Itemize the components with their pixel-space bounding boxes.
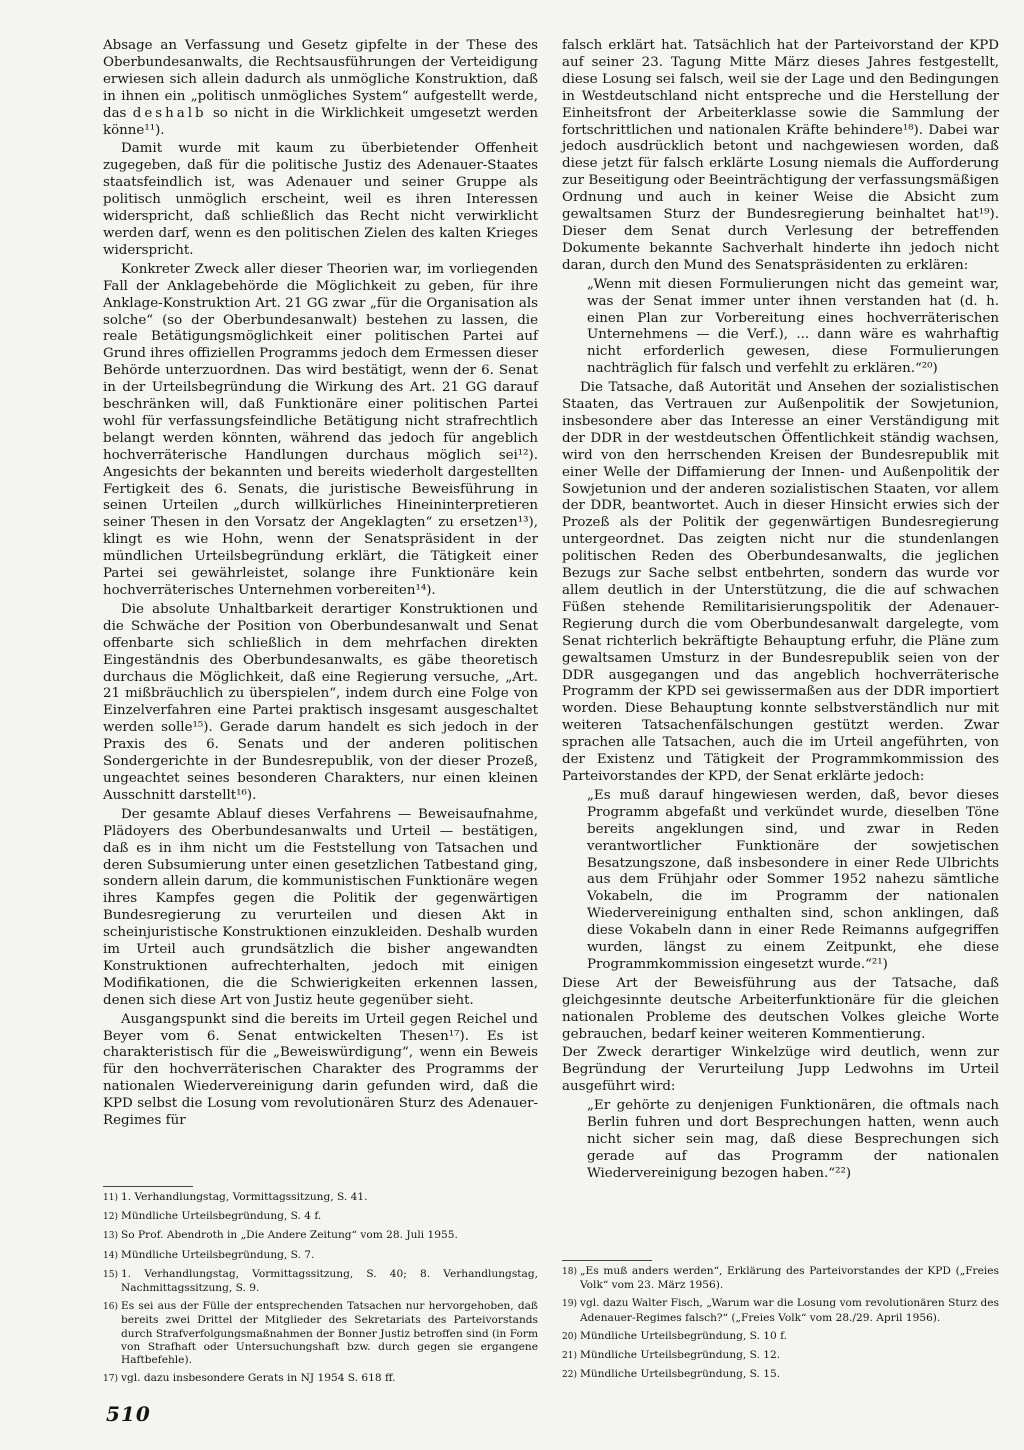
footnote [103, 1249, 538, 1263]
footnote-text: Mündliche Urteilsbegründung, S. 10 f. [580, 1329, 788, 1342]
footnote-text: 1. Verhandlungstag, Vormittagssitzung, S. 40; 8. Verhandlungstag, Nachmittagssitzung, S. 9. [121, 1267, 538, 1295]
left-footnotes [103, 1186, 538, 1391]
footnote-text: Mündliche Urteilsbegründung, S. 15. [580, 1368, 781, 1381]
left-paragraph-1 [103, 38, 538, 139]
footnote-text: „Es muß anders werden“, Erklärung des Parteivorstandes der KPD („Freies Volk“ vom 23. März 1956). [580, 1265, 999, 1292]
footnote-divider [103, 1186, 193, 1187]
footnote-number: 14) [103, 1250, 118, 1261]
spaced-word: deshalb [132, 105, 207, 121]
right-footnotes [562, 1260, 999, 1387]
footnote-number: 11) [103, 1193, 118, 1203]
left-paragraph-5: Der gesamte Ablauf dieses Verfahrens — Beweisaufnahme, Plädoyers des Oberbundesanwalts und Urteil — bestätigen, daß es in ihm nicht um die Feststellung von Tatsachen und deren Subsumierung unter einen gesetzlichen Tatbestand ging, sondern allein darum, die kommunistischen Funktionäre wegen ihres Kampfes gegen die Politik der gegenwärtigen Bundesregierung zu verurteilen und diesen Akt in scheinjuristische Konstruktionen einzukleiden. Deshalb wurden im Urteil auch grundsätzlich die bisher angewandten Konstruktionen aufrechterhalten, jedoch mit einigen Modifikationen, die die Schwierigkeiten erkennen lassen, denen sich diese Art von Justiz heute gegenüber sieht. [103, 806, 538, 1008]
footnote-text: 1. Verhandlungstag, Vormittagssitzung, S. 41. [121, 1191, 368, 1203]
footnote [103, 1268, 538, 1295]
footnote-number: 22) [562, 1370, 577, 1381]
right-paragraph-3: Diese Art der Beweisführung aus der Tatsache, daß gleichgesinnte deutsche Arbeiterfunktionäre für die gleichen nationalen Probleme des deutschen Volkes gleiche Worte gebrauchen, bedarf keiner weiteren Kommentierung. [562, 975, 999, 1042]
footnote [562, 1265, 999, 1292]
footnote [103, 1229, 538, 1243]
quote-block-1: „Wenn mit diesen Formulierungen nicht das gemeint war, was der Senat immer unter ihnen verstanden hat (d. h. einen Plan zur Vorbereitung eines hochverräterischen Unternehmens — die Verf.), ... dann wäre es wahrhaftig nicht erforderlich gewesen, diese Formulierungen nachträglich für falsch und verfehlt zu erklären.“²⁰) [587, 276, 999, 377]
footnote [103, 1372, 538, 1386]
text-segment: so nicht in die Wirklichkeit umgesetzt werden könne¹¹). [103, 105, 538, 138]
footnote-number: 15) [103, 1269, 118, 1280]
right-paragraph-1: falsch erklärt hat. Tatsächlich hat der Parteivorstand der KPD auf seiner 23. Tagung Mitte März dieses Jahres festgestellt, diese Losung sei falsch, weil sie der Lage und den Bedingungen in Westdeutschland nicht entspreche und die Herstellung der Einheitsfront der Arbeiterklasse sowie die Sammlung der fortschrittlichen und nationalen Kräfte behindere¹⁸). Dabei war jedoch ausdrücklich betont und nachgewiesen worden, daß diese jetzt für falsch erklärte Losung niemals die Aufforderung zur Beseitigung oder Beeinträchtigung der verfassungsmäßigen Ordnung und auch in keiner Weise die Absicht zum gewaltsamen Sturz der Bundesregierung beinhaltet hat¹⁹). Dieser dem Senat durch Verlesung der betreffenden Dokumente bekannte Sachverhalt hinderte ihn jedoch nicht daran, durch den Mund des Senatspräsidenten zu erklären: [562, 38, 999, 273]
footnote-text: Mündliche Urteilsbegründung, S. 12. [580, 1349, 781, 1362]
footnote [562, 1349, 999, 1363]
footnote-number: 18) [562, 1267, 577, 1277]
footnote-number: 12) [103, 1212, 118, 1223]
footnote-text: Es sei aus der Fülle der entsprechenden Tatsachen nur hervorgehoben, daß bereits zwei Drittel der Mitglieder des Sekretariats des Parteivorstands durch Strafverfolgungsmaßnahmen der Bonner Justiz betroffen sind (in Form von Strafhaft oder Untersuchungshaft bzw. durch gegen sie ergangene Haftbefehle). [121, 1300, 538, 1367]
footnote-text: Mündliche Urteilsbegründung, S. 4 f. [121, 1210, 322, 1223]
footnote-number: 20) [562, 1331, 577, 1342]
page-number: 510 [106, 1402, 151, 1426]
right-column [562, 38, 999, 1381]
quote-block-3: „Er gehörte zu denjenigen Funktionären, die oftmals nach Berlin fuhren und dort Besprechungen hatten, wenn auch nicht sicher sein mag, daß diese Besprechungen sich gerade auf das Programm der nationalen Wiedervereinigung bezogen haben.“²²) [587, 1098, 999, 1181]
left-column [103, 38, 538, 1385]
left-paragraph-6: Ausgangspunkt sind die bereits im Urteil gegen Reichel und Beyer vom 6. Senat entwickelten Thesen¹⁷). Es ist charakteristisch für die „Beweiswürdigung“, wenn ein Beweis für den hochverräterischen Charakter des Programms der nationalen Wiedervereinigung darin gefunden wird, daß die KPD selbst die Losung vom revolutionären Sturz des Adenauer-Regimes für [103, 1011, 538, 1129]
left-paragraph-3: Konkreter Zweck aller dieser Theorien war, im vorliegenden Fall der Anklagebehörde die Möglichkeit zu geben, für ihre Anklage-Konstruktion Art. 21 GG zwar „für die Organisation als solche“ (so der Oberbundesanwalt) bestehen zu lassen, die reale Betätigungsmöglichkeit einer politischen Partei auf Grund ihres offiziellen Programms jedoch dem Ermessen dieser Behörde unterzuordnen. Das wird bestätigt, wenn der 6. Senat in der Urteilsbegründung die Wirkung des Art. 21 GG darauf beschränken will, daß Funktionäre einer politischen Partei wohl für verfassungsfeindliche Betätigung nicht strafrechtlich belangt werden könnten, während das jedoch für angeblich hochverräterische Handlungen durchaus möglich sei¹²). Angesichts der bekannten und bereits wiederholt dargestellten Fertigkeit des 6. Senats, die juristische Beweisführung in seinen Urteilen „durch willkürliches Hineininterpretieren seiner Thesen in den Vorsatz der Angeklagten“ zu ersetzen¹³), klingt es wie Hohn, wenn der Senatspräsident in der mündlichen Urteilsbegründung erklärt, die Tätigkeit einer Partei sei gewährleistet, solange ihre Funktionäre kein hochverräterisches Unternehmen vorbereiten¹⁴). [103, 261, 538, 598]
footnote [103, 1300, 538, 1367]
left-paragraph-4: Die absolute Unhaltbarkeit derartiger Konstruktionen und die Schwäche der Position von Oberbundesanwalt und Senat offenbarte sich schließlich in dem mehrfachen direkten Eingeständnis des Oberbundesanwalts, es gäbe theoretisch durchaus die Möglichkeit, daß eine Regierung versuche, „Art. 21 mißbräuchlich zu überspielen“, indem durch eine Folge von Einzelverfahren eine Partei praktisch insgesamt ausgeschaltet werden solle¹⁵). Gerade darum handelt es sich jedoch in der Praxis des 6. Senats und der anderen politischen Sondergerichte in der Bundesrepublik, von der dieser Prozeß, ungeachtet seines besonderen Charakters, nur einen kleinen Ausschnitt darstellt¹⁶). [103, 601, 538, 803]
footnote [103, 1191, 538, 1205]
quote-block-2: „Es muß darauf hingewiesen werden, daß, bevor dieses Programm abgefaßt und verkündet wurde, dieselben Töne bereits angeklungen sind, und zwar in Reden verantwortlicher Funktionäre der sowjetischen Besatzungszone, daß insbesondere in einer Rede Ulbrichts aus dem Frühjahr oder Sommer 1952 nahezu sämtliche Vokabeln, die im Programm der nationalen Wiedervereinigung enthalten sind, schon anklingen, daß diese Vokabeln dann in einer Rede Reimanns aufgegriffen wurden, längst zu einem Zeitpunkt, ehe diese Programmkommission eingesetzt wurde.“²¹) [587, 787, 999, 972]
footnote-text: vgl. dazu Walter Fisch, „Warum war die Losung vom revolutionären Sturz des Adenauer-Regimes falsch?“ („Freies Volk“ vom 28./29. April 1956). [580, 1297, 999, 1324]
left-paragraph-2: Damit wurde mit kaum zu überbietender Offenheit zugegeben, daß für die politische Justiz des Adenauer-Staates staatsfeindlich ist, was Adenauer und seiner Gruppe als politisch unmöglich erscheint, weil es ihren Interessen widerspricht, daß schließlich das Recht nicht verwirklicht werden darf, wenn es den politischen Zielen des kalten Krieges widerspricht. [103, 141, 538, 258]
footnote-number: 13) [103, 1231, 118, 1242]
right-paragraph-4: Der Zweck derartiger Winkelzüge wird deutlich, wenn zur Begründung der Verurteilung Jupp Ledwohns im Urteil ausgeführt wird: [562, 1045, 999, 1095]
footnote-number: 21) [562, 1351, 577, 1362]
footnote [562, 1297, 999, 1324]
footnote-number: 19) [562, 1299, 577, 1310]
footnote-text: Mündliche Urteilsbegründung, S. 7. [121, 1248, 315, 1261]
footnote [103, 1210, 538, 1224]
footnote-text: So Prof. Abendroth in „Die Andere Zeitung“ vom 28. Juli 1955. [121, 1229, 458, 1242]
footnote [562, 1368, 999, 1382]
footnote-text: vgl. dazu insbesondere Gerats in NJ 1954 S. 618 ff. [121, 1372, 396, 1385]
footnote-divider [562, 1260, 652, 1261]
footnote-number: 17) [103, 1374, 118, 1385]
right-paragraph-2: Die Tatsache, daß Autorität und Ansehen der sozialistischen Staaten, das Vertrauen zur Außenpolitik der Sowjetunion, insbesondere aber das Interesse an einer Verständigung mit der DDR in der westdeutschen Öffentlichkeit ständig wachsen, wird von den herrschenden Kreisen der Bundesrepublik mit einer Welle der Diffamierung der Innen- und Außenpolitik der Sowjetunion und der anderen sozialistischen Staaten, vor allem der DDR, beantwortet. Auch in dieser Hinsicht erwies sich der Prozeß als der Politik der gegenwärtigen Bundesregierung untergeordnet. Das zeigten nicht nur die stundenlangen politischen Reden des Oberbundesanwalts, die jeglichen Bezugs zur Sache selbst entbehrten, sondern das wurde vor allem deutlich in der Unterstützung, die die auf schwachen Füßen stehende Remilitarisierungspolitik der Adenauer-Regierung durch die vom Oberbundesanwalt dargelegte, vom Senat richterlich bekräftigte Behauptung erfuhr, die Pläne zum gewaltsamen Umsturz in der Bundesrepublik seien von der DDR ausgegangen und das angeblich hochverräterische Programm der KPD sei gewissermaßen aus der DDR importiert worden. Diese Behauptung konnte selbstverständlich nur mit weiteren Tatsachenfälschungen gestützt werden. Zwar sprachen alle Tatsachen, auch die im Urteil angeführten, von der Existenz und Tätigkeit der Programmkommission des Parteivorstandes der KPD, der Senat erklärte jedoch: [562, 380, 999, 784]
footnote [562, 1330, 999, 1344]
footnote-number: 16) [103, 1302, 118, 1313]
text-segment: Absage an Verfassung und Gesetz gipfelte in der These des Oberbundesanwalts, die Rechtsausführungen der Verteidigung erwiesen sich allein dadurch als unmögliche Konstruktion, daß in ihnen ein „politisch unmögliches System“ aufgestellt werde, das [103, 38, 538, 121]
